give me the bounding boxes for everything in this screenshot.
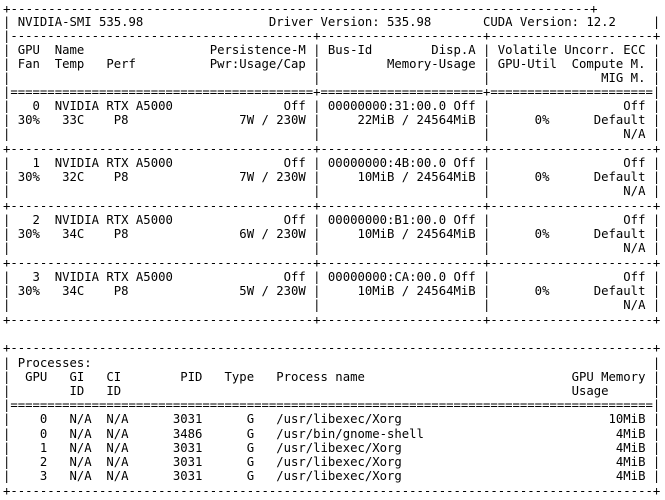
gpu-2-row-3: | | | N/A | [3, 241, 661, 255]
process-row: | 0 N/A N/A 3031 G /usr/libexec/Xorg 10MiB | [3, 412, 661, 426]
column-header-row-3: | | | MIG M. | [3, 71, 661, 85]
smi-version-header: | NVIDIA-SMI 535.98 Driver Version: 535.98 CUDA Version: 12.2 | [3, 15, 661, 29]
gpu-2-row-1: | 2 NVIDIA RTX A5000 Off | 00000000:B1:00.0 Off | Off | [3, 213, 661, 227]
header-separator: |-----------------------------------------+----------------------+----------------------+ [3, 29, 661, 43]
processes-header-2: | ID ID Usage | [3, 384, 661, 398]
gpu-2-row-2: | 30% 34C P8 6W / 230W | 10MiB / 24564MiB | 0% Default | [3, 227, 661, 241]
process-row: | 1 N/A N/A 3031 G /usr/libexec/Xorg 4MiB | [3, 441, 661, 455]
processes-border-bottom: +---------------------------------------------------------------------------------------+ [3, 484, 661, 498]
processes-header-1: | GPU GI CI PID Type Process name GPU Memory | [3, 370, 661, 384]
gpu-3-row-1: | 3 NVIDIA RTX A5000 Off | 00000000:CA:00.0 Off | Off | [3, 270, 661, 284]
processes-border-top: +---------------------------------------------------------------------------------------+ [3, 341, 661, 355]
header-double-rule: |=========================================+======================+======================| [3, 85, 661, 99]
gpu-0-row-1: | 0 NVIDIA RTX A5000 Off | 00000000:31:00.0 Off | Off | [3, 99, 661, 113]
processes-title: | Processes: | [3, 356, 661, 370]
gpu-3-row-2: | 30% 34C P8 5W / 230W | 10MiB / 24564MiB | 0% Default | [3, 284, 661, 298]
gpu-1-row-2: | 30% 32C P8 7W / 230W | 10MiB / 24564MiB | 0% Default | [3, 170, 661, 184]
process-row: | 2 N/A N/A 3031 G /usr/libexec/Xorg 4MiB | [3, 455, 661, 469]
gpu-1-separator: +-----------------------------------------+----------------------+----------------------+ [3, 199, 661, 213]
process-row: | 0 N/A N/A 3486 G /usr/bin/gnome-shell 4MiB | [3, 427, 661, 441]
gpu-0-row-2: | 30% 33C P8 7W / 230W | 22MiB / 24564MiB | 0% Default | [3, 113, 661, 127]
gpu-0-row-3: | | | N/A | [3, 127, 661, 141]
border-top: +-----------------------------------------------------------------------------+ [3, 1, 598, 16]
gpu-1-row-1: | 1 NVIDIA RTX A5000 Off | 00000000:4B:00.0 Off | Off | [3, 156, 661, 170]
processes-double-rule: |=======================================================================================| [3, 398, 661, 412]
column-header-row-1: | GPU Name Persistence-M | Bus-Id Disp.A | Volatile Uncorr. ECC | [3, 43, 661, 57]
gpu-2-separator: +-----------------------------------------+----------------------+----------------------+ [3, 256, 661, 270]
gpu-3-row-3: | | | N/A | [3, 298, 661, 312]
process-row: | 3 N/A N/A 3031 G /usr/libexec/Xorg 4MiB | [3, 469, 661, 483]
gpu-1-row-3: | | | N/A | [3, 184, 661, 198]
gpu-table-bottom: +-----------------------------------------+----------------------+----------------------+ [3, 313, 661, 327]
column-header-row-2: | Fan Temp Perf Pwr:Usage/Cap | Memory-Usage | GPU-Util Compute M. | [3, 57, 661, 71]
gpu-0-separator: +-----------------------------------------+----------------------+----------------------+ [3, 142, 661, 156]
